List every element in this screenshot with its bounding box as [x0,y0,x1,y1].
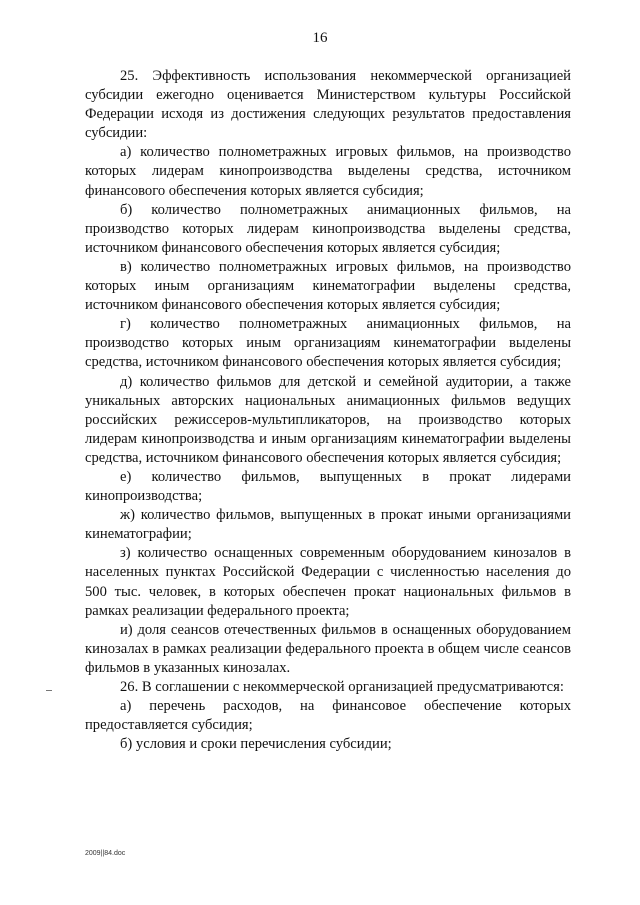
list-item-g: г) количество полнометражных анимационных фильмов, на производство которых иным организациям кинематографии выделены средства, источником финансового обеспечения которых является субсидия; [85,316,571,371]
list-item-z: з) количество оснащенных современным оборудованием кинозалов в населенных пунктах Российской Федерации с численностью населения до 500 тыс. человек, в которых обеспечен прокат национальных фильмов в рамках реализации федерального проекта; [85,545,571,619]
list-item-zh: ж) количество фильмов, выпущенных в прокат иными организациями кинематографии; [85,507,571,543]
list-item-v: в) количество полнометражных игровых фильмов, на производство которых иным организациям кинематографии выделены средства, источником финансового обеспечения которых является субсидия; [85,258,571,314]
list-item-26-b: б) условия и сроки перечисления субсидии; [120,736,392,753]
list-item-a: а) количество полнометражных игровых фильмов, на производство которых лидерам кинопроизводства выделены средства, источником финансового обеспечения которых является субсидия; [85,144,571,199]
list-item-e: е) количество фильмов, выпущенных в прокат лидерами кинопроизводства; [85,468,571,505]
list-item-b: б) количество полнометражных анимационных фильмов, на производство которых лидерам кинопроизводства выделены средства, источником финансового обеспечения которых является субсидия; [85,201,571,256]
footer-file-code: 2009||84.doc [85,850,126,857]
margin-mark [46,690,52,691]
list-item-26-a: а) перечень расходов, на финансовое обеспечение которых предоставляется субсидия; [85,698,571,734]
page-number: 16 [312,30,328,46]
paragraph-26: 26. В соглашении с некоммерческой организацией предусматриваются: [120,679,564,695]
paragraph-25: 25. Эффективность использования некоммерческой организацией субсидии ежегодно оценивается Министерством культуры Российской Федерации исходя из достижения следующих результатов предоставления субсидии: [85,68,571,142]
list-item-i: и) доля сеансов отечественных фильмов в оснащенных оборудованием кинозалах в рамках реализации федерального проекта в общем числе сеансов фильмов в указанных кинозалах. [85,621,571,676]
document-body [85,67,571,754]
list-item-d: д) количество фильмов для детской и семейной аудитории, а также уникальных авторских национальных анимационных фильмов ведущих российских режиссеров-мультипликаторов, на производство которых лидерам кинопроизводства и иным организациям кинематографии выделены средства, источником финансового обеспечения которых является субсидия; [85,373,571,466]
